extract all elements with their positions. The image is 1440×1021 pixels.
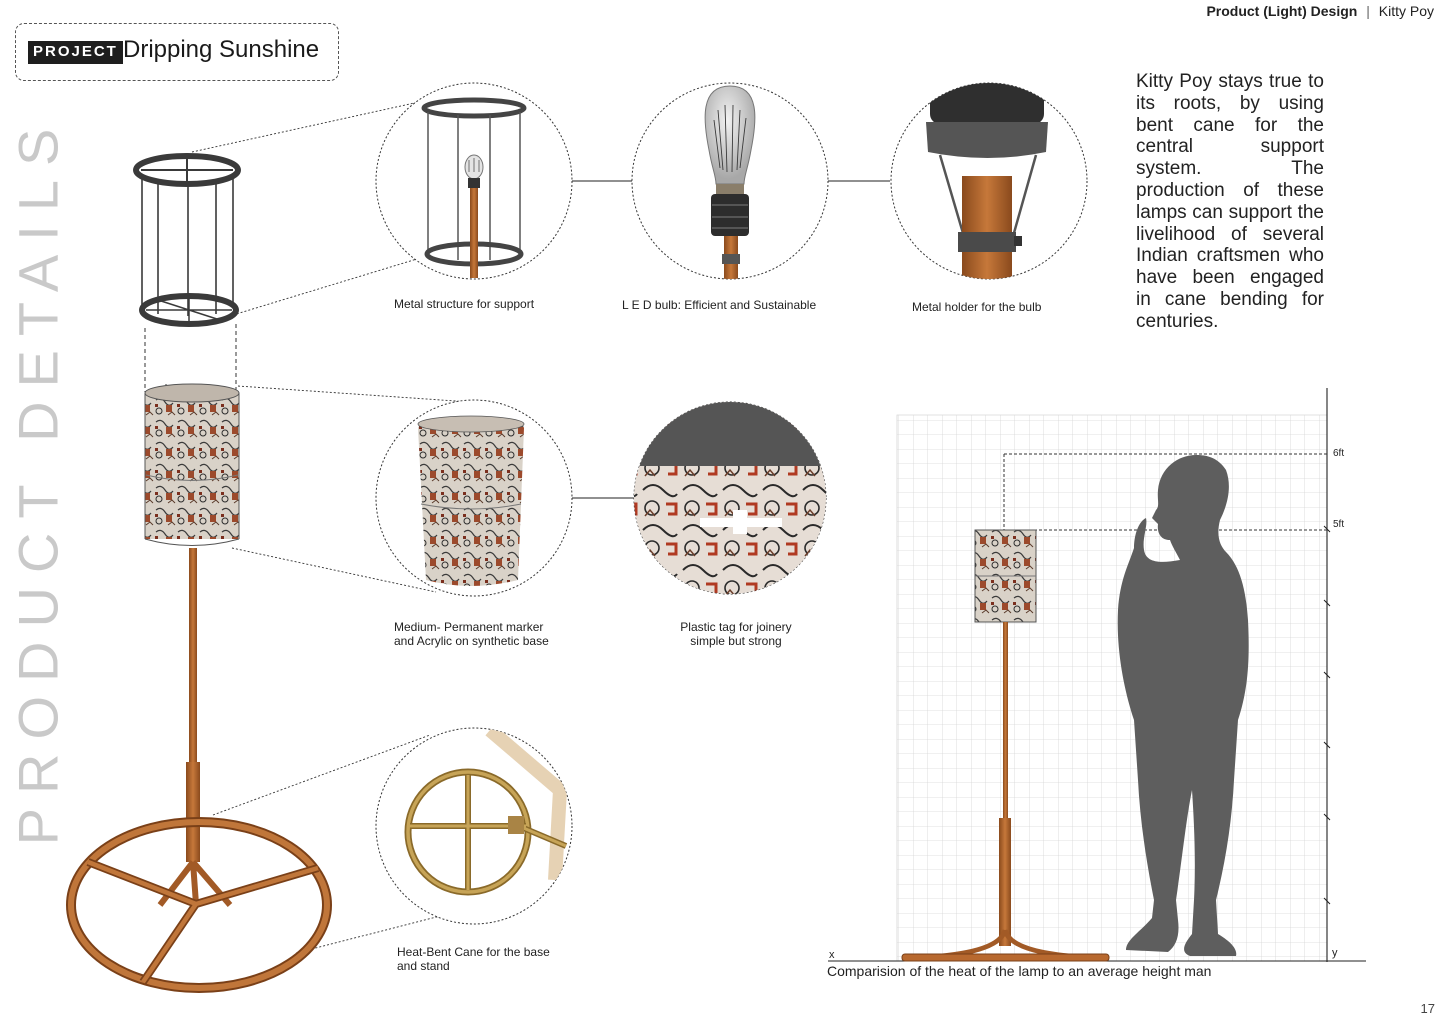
tick-label-6ft: 6ft: [1333, 448, 1345, 459]
section-title-vertical: PRODUCT DETAILS: [6, 114, 70, 846]
bulb-holder-detail: [891, 80, 1087, 286]
header-separator: |: [1366, 3, 1370, 19]
cane-stand-exploded: [71, 548, 327, 988]
caption-cane-base-line1: Heat-Bent Cane for the base: [397, 945, 550, 959]
header-category: Product (Light) Design: [1206, 3, 1358, 19]
tick-label-5ft: 5ft: [1333, 519, 1345, 530]
page-number: 17: [1420, 1001, 1435, 1016]
caption-plastic-tag-line1: Plastic tag for joinery: [680, 620, 792, 634]
caption-metal-structure: Metal structure for support: [394, 297, 535, 311]
description-paragraph: Kitty Poy stays true to its roots, by using bent cane for the central support system. The production of these lamps can support the livelihood of several Indian craftsmen who have been engaged in cane bending for centuries.: [1136, 71, 1324, 332]
comparison-grid: [897, 415, 1327, 961]
metal-frame-detail: [376, 83, 572, 279]
caption-cane-base-line2: and stand: [397, 959, 450, 973]
caption-plastic-tag: [672, 620, 800, 648]
lamp-shade-detail: [376, 400, 572, 596]
comparison-caption: Comparision of the heat of the lamp to an average height man: [827, 963, 1212, 979]
caption-metal-holder: Metal holder for the bulb: [912, 300, 1042, 314]
caption-plastic-tag-line2: simple but strong: [690, 634, 782, 648]
caption-medium-line1: Medium- Permanent marker: [394, 620, 544, 634]
lamp-shade-exploded: [145, 384, 239, 546]
project-name: Dripping Sunshine: [123, 36, 320, 63]
caption-led-bulb: L E D bulb: Efficient and Sustainable: [622, 298, 817, 312]
height-comparison-graphic: [828, 388, 1366, 962]
axis-label-x: x: [829, 949, 835, 961]
led-bulb-detail: [632, 83, 828, 286]
project-tag: PROJECT: [28, 41, 123, 64]
caption-medium: [394, 620, 549, 648]
plastic-tag-detail: [620, 400, 840, 600]
header-brand: Kitty Poy: [1378, 3, 1434, 19]
axis-label-y: y: [1332, 947, 1338, 959]
caption-cane-base: [397, 945, 550, 973]
caption-medium-line2: and Acrylic on synthetic base: [394, 634, 549, 648]
metal-frame-exploded: [136, 156, 238, 324]
cane-base-detail: [376, 728, 572, 924]
